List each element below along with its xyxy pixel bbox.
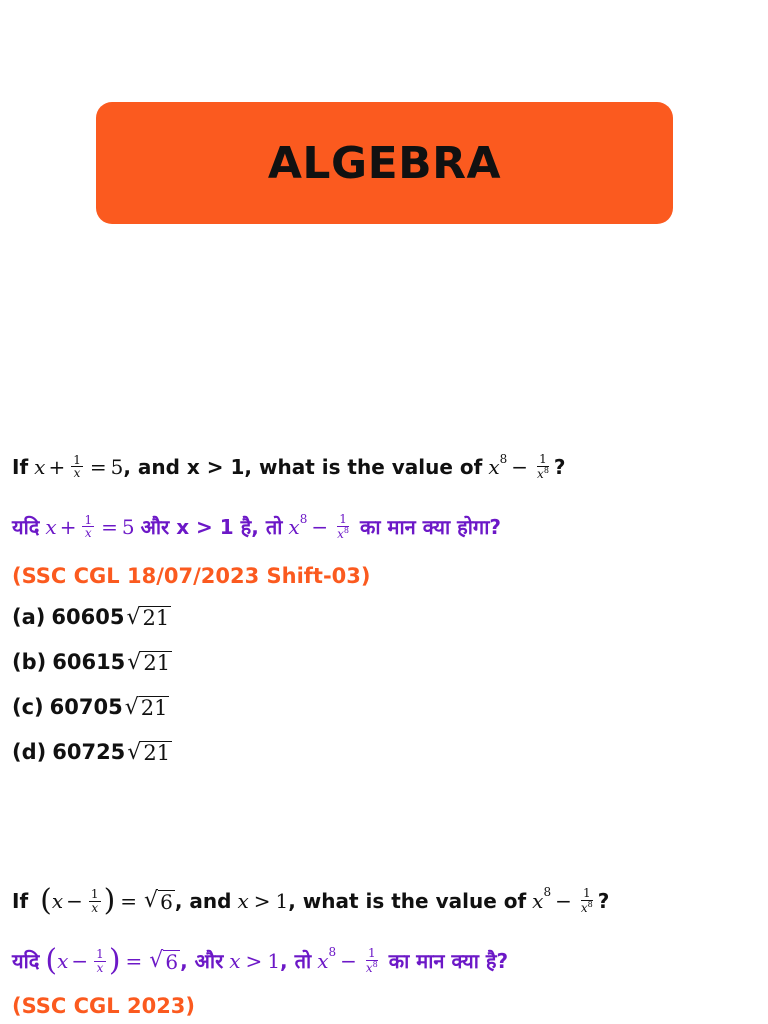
sqrt-symbol: √ 21 bbox=[126, 605, 170, 630]
q1-source: (SSC CGL 18/07/2023 Shift-03) bbox=[12, 564, 371, 588]
q1-hindi: यदि x + $\frac{1}{x}$ = 5 और x > 1 है, तो x $^8$ − $\frac{1}{x^8}$ का मान क्या होगा? bbox=[12, 512, 501, 541]
page-title: ALGEBRA bbox=[267, 137, 502, 189]
q1-english: If x + $\frac{1}{x}$ = 5 , and x > 1, what is the value of x $^8$ − $\frac{1}{x^8}$ ? bbox=[12, 452, 566, 481]
q2-en-prefix: If bbox=[12, 889, 29, 913]
title-banner bbox=[96, 102, 673, 224]
q1-hi-and: और x > 1 है, तो bbox=[140, 514, 283, 539]
q2-source: (SSC CGL 2023) bbox=[12, 994, 196, 1018]
q1-en-and: , and x > 1, what is the value of bbox=[123, 454, 483, 479]
q1-en-prefix: If bbox=[12, 454, 29, 479]
sqrt-symbol: √ 21 bbox=[127, 650, 171, 675]
q1-fraction: $\frac{1}{x}$ bbox=[73, 452, 81, 481]
q1-hi-prefix: यदि bbox=[12, 514, 40, 539]
option-a[interactable]: (a) 60605 √ 21 bbox=[12, 605, 170, 630]
sqrt-symbol: √ 21 bbox=[124, 695, 168, 720]
option-d[interactable]: (d) 60725 √ 21 bbox=[12, 740, 171, 765]
q1-hi-suffix: का मान क्या होगा? bbox=[359, 514, 501, 539]
sqrt-symbol: √ 21 bbox=[127, 740, 171, 765]
option-b[interactable]: (b) 60615 √ 21 bbox=[12, 650, 171, 675]
option-c[interactable]: (c) 60705 √ 21 bbox=[12, 695, 168, 720]
q2-english: If ( x − $\frac{1}{x}$ ) = √ 6 , and x > 1 , what is the value of x $^8$ − $\frac{1}{x^8}$ ? bbox=[12, 883, 610, 918]
q2-hindi: यदि ( x − $\frac{1}{x}$ ) = √ 6 , और x > 1 , तो x $^8$ − $\frac{1}{x^8}$ का मान क्या है? bbox=[12, 943, 509, 978]
q2-hi-prefix: यदि bbox=[12, 949, 40, 973]
